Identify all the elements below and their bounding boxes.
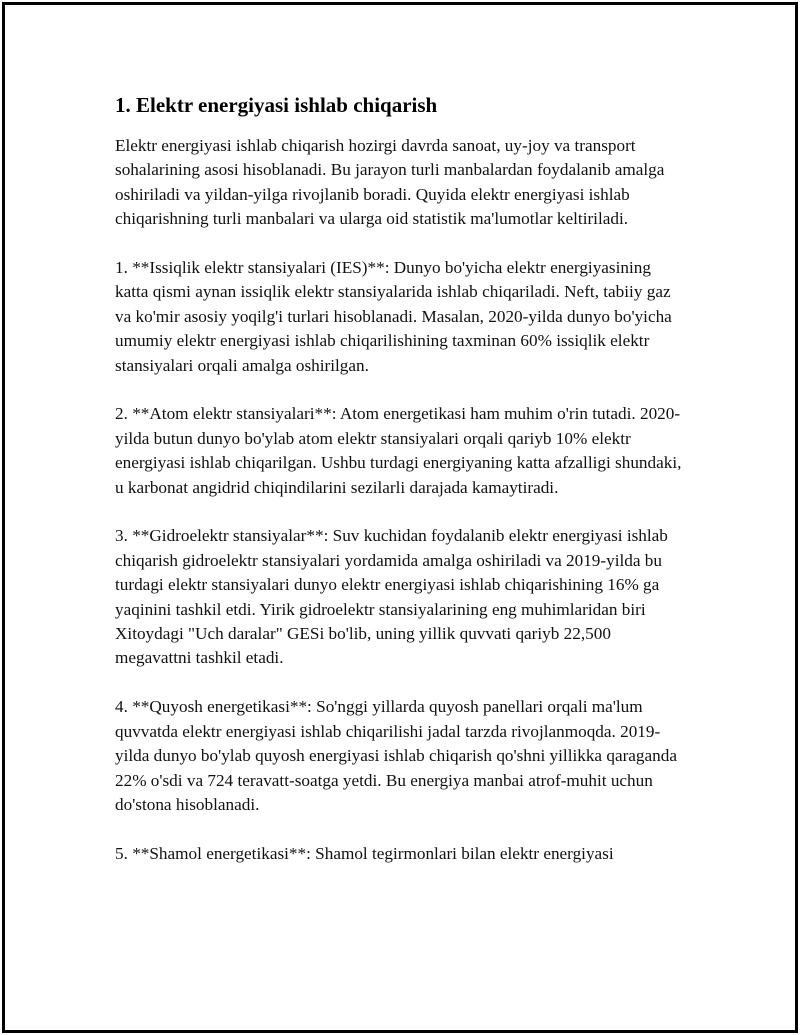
paragraph-solar-energy: 4. **Quyosh energetikasi**: So'nggi yillarda quyosh panellari orqali ma'lum quvvatda elektr energiyasi ishlab chiqarilishi jadal tarzda rivojlanmoqda. 2019-yilda dunyo bo'ylab quyosh energiyasi ishlab chiqarish qo'shni yillikka qaraganda 22% o'sdi va 724 teravatt-soatga yetdi. Bu energiya manbai atrof-muhit uchun do'stona hisoblanadi. <box>115 697 677 814</box>
document-body <box>115 90 685 891</box>
paragraph-wind-energy: 5. **Shamol energetikasi**: Shamol tegirmonlari bilan elektr energiyasi <box>115 843 614 863</box>
section-heading: 1. Elektr energiyasi ishlab chiqarish <box>115 93 438 117</box>
paragraph-thermal-plants: 1. **Issiqlik elektr stansiyalari (IES)**: Dunyo bo'yicha elektr energiyasining katta qismi aynan issiqlik elektr stansiyalarida ishlab chiqariladi. Neft, tabiiy gaz va ko'mir asosiy yoqilg'i turlari hisoblanadi. Masalan, 2020-yilda dunyo bo'yicha umumiy elektr energiyasi ishlab chiqarilishining taxminan 60% issiqlik elektr stansiyalari orqali amalga oshirilgan. <box>115 258 672 375</box>
intro-paragraph: Elektr energiyasi ishlab chiqarish hozirgi davrda sanoat, uy-joy va transport sohalarining asosi hisoblanadi. Bu jarayon turli manbalardan foydalanib amalga oshiriladi va yildan-yilga rivojlanib boradi. Quyida elektr energiyasi ishlab chiqarishning turli manbalari va ularga oid statistik ma'lumotlar keltiriladi. <box>115 136 665 229</box>
paragraph-hydro-plants: 3. **Gidroelektr stansiyalar**: Suv kuchidan foydalanib elektr energiyasi ishlab chiqarish gidroelektr stansiyalari yordamida amalga oshiriladi va 2019-yilda bu turdagi elektr stansiyalari dunyo elektr energiyasi ishlab chiqarishining 16% ga yaqinini tashkil etdi. Yirik gidroelektr stansiyalarining eng muhimlaridan biri Xitoydagi "Uch daralar" GESi bo'lib, uning yillik quvvati qariyb 22,500 megavattni tashkil etadi. <box>115 526 668 668</box>
paragraph-nuclear-plants: 2. **Atom elektr stansiyalari**: Atom energetikasi ham muhim o'rin tutadi. 2020-yilda butun dunyo bo'ylab atom elektr stansiyalari orqali qariyb 10% elektr energiyasi ishlab chiqarilgan. Ushbu turdagi energiyaning katta afzalligi shundaki, u karbonat angidrid chiqindilarini sezilarli darajada kamaytiradi. <box>115 404 682 497</box>
